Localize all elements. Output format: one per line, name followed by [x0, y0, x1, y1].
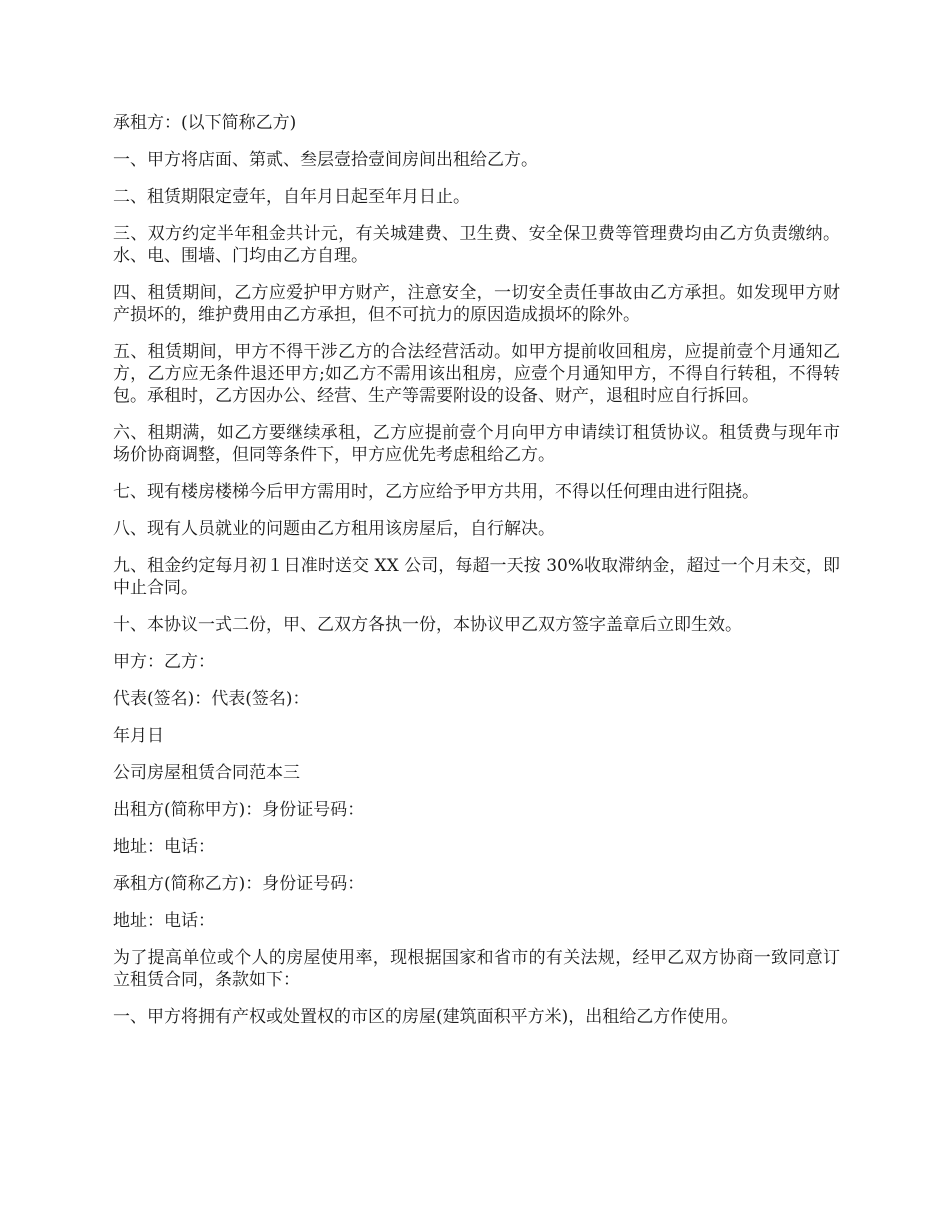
clause-10: 十、本协议一式二份，甲、乙双方各执一份，本协议甲乙双方签字盖章后立即生效。: [113, 615, 742, 635]
lessor-info: 出租方(简称甲方)：身份证号码：: [113, 800, 365, 820]
clause-5: 五、租赁期间，甲方不得干涉乙方的合法经营活动。如甲方提前收回租房，应提前壹个月通知乙方，乙方应无条件退还甲方;如乙方不需用该出租房，应壹个月通知甲方，不得自行转租，不得转包。承租时，乙方因办公、经营、生产等需要附设的设备、财产，退租时应自行拆回。: [113, 342, 840, 406]
document-body: [113, 112, 840, 1043]
lessee-contact: 地址：电话：: [113, 911, 215, 931]
clause-3: 三、双方约定半年租金共计元，有关城建费、卫生费、安全保卫费等管理费均由乙方负责缴纳。水、电、围墙、门均由乙方自理。: [113, 224, 840, 266]
lessee-info: 承租方(简称乙方)：身份证号码：: [113, 874, 365, 894]
lessor-contact: 地址：电话：: [113, 837, 215, 857]
paragraph-lessee-header: 承租方：(以下简称乙方): [113, 113, 297, 133]
clause-7: 七、现有楼房楼梯今后甲方需用时，乙方应给予甲方共用，不得以任何理由进行阻挠。: [113, 482, 759, 502]
clause-2: 二、租赁期限定壹年，自年月日起至年月日止。: [113, 187, 470, 207]
clause-6: 六、租期满，如乙方要继续承租，乙方应提前壹个月向甲方申请续订租赁协议。租赁费与现年市场价协商调整，但同等条件下，甲方应优先考虑租给乙方。: [113, 423, 840, 465]
signature-date: 年月日: [113, 726, 164, 746]
signature-representatives: 代表(签名)：代表(签名)：: [113, 689, 310, 709]
section-title: 公司房屋租赁合同范本三: [113, 763, 300, 783]
article-1: 一、甲方将拥有产权或处置权的市区的房屋(建筑面积平方米)，出租给乙方作使用。: [113, 1007, 739, 1027]
signature-parties: 甲方：乙方：: [113, 652, 215, 672]
clause-1: 一、甲方将店面、第贰、叁层壹拾壹间房间出租给乙方。: [113, 150, 538, 170]
clause-8: 八、现有人员就业的问题由乙方租用该房屋后，自行解决。: [113, 519, 555, 539]
clause-4: 四、租赁期间，乙方应爱护甲方财产，注意安全，一切安全责任事故由乙方承担。如发现甲方财产损坏的，维护费用由乙方承担，但不可抗力的原因造成损坏的除外。: [113, 283, 840, 325]
preamble: 为了提高单位或个人的房屋使用率，现根据国家和省市的有关法规，经甲乙双方协商一致同意订立租赁合同，条款如下：: [113, 948, 840, 990]
clause-9: 九、租金约定每月初１日准时送交 XX 公司，每超一天按 30%收取滞纳金，超过一个月未交，即中止合同。: [113, 556, 840, 598]
